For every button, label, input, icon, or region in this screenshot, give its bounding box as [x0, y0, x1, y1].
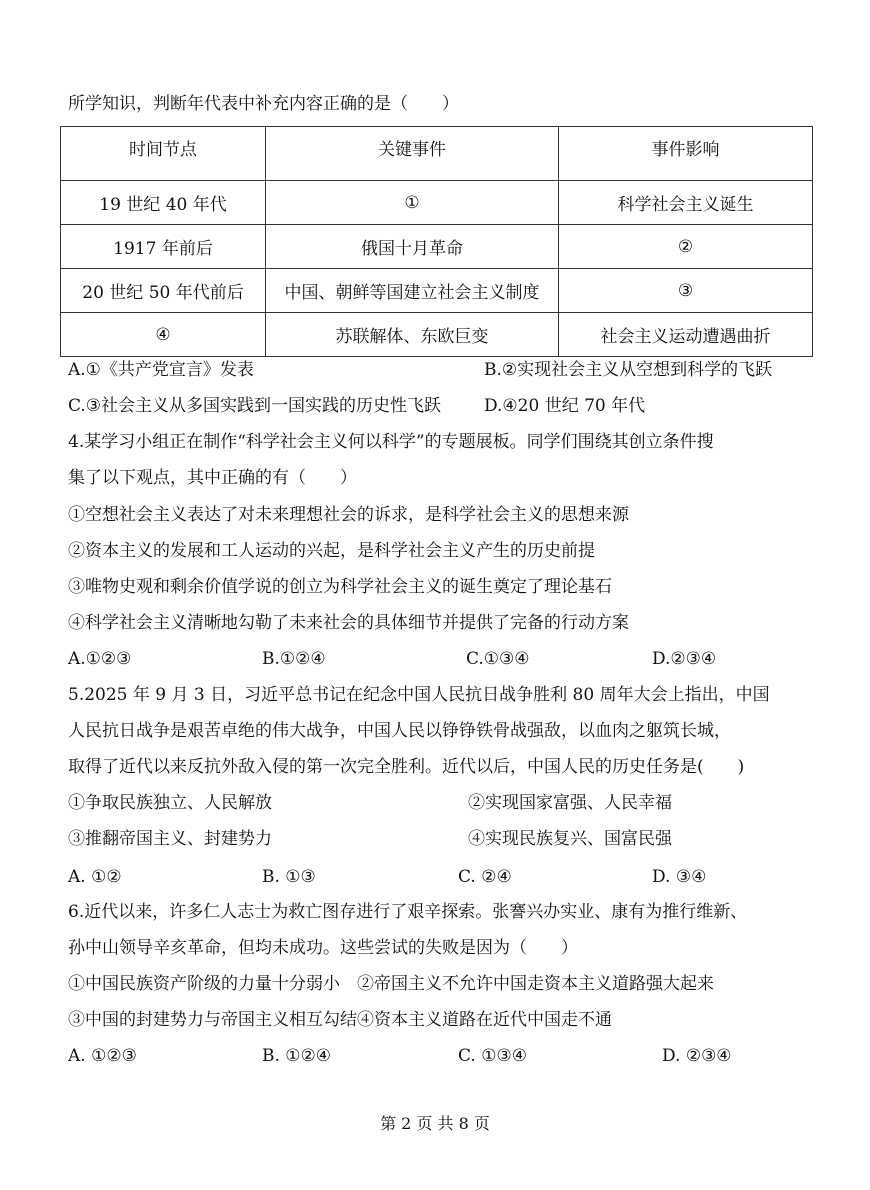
q3-intro: 所学知识，判断年代表中补充内容正确的是（ ） — [68, 94, 459, 114]
q5-stem-line-2: 人民抗日战争是艰苦卓绝的伟大战争，中国人民以铮铮铁骨战强敌，以血肉之躯筑长城， — [68, 721, 731, 741]
q6-option-c[interactable]: C. ①③④ — [458, 1046, 527, 1066]
q4-option-b[interactable]: B.①②④ — [262, 649, 326, 669]
q6-statements-1-2: ①中国民族资产阶级的力量十分弱小 ②帝国主义不允许中国走资本主义道路强大起来 — [68, 974, 714, 994]
q5-statement-3: ③推翻帝国主义、封建势力 — [68, 829, 272, 849]
table-cell: 科学社会主义诞生 — [559, 181, 813, 225]
q5-stem-line-3: 取得了近代以来反抗外敌入侵的第一次完全胜利。近代以后，中国人民的历史任务是( ) — [68, 757, 745, 777]
table-cell: 19 世纪 40 年代 — [61, 181, 266, 225]
page-number-footer: 第 2 页 共 8 页 — [380, 1114, 490, 1133]
q6-statements-3-4: ③中国的封建势力与帝国主义相互勾结④资本主义道路在近代中国走不通 — [68, 1010, 612, 1030]
q3-option-b[interactable]: B.②实现社会主义从空想到科学的飞跃 — [484, 360, 773, 380]
q4-option-d[interactable]: D.②③④ — [652, 649, 717, 669]
q5-statement-2: ②实现国家富强、人民幸福 — [468, 793, 672, 813]
q6-option-b[interactable]: B. ①②④ — [262, 1046, 332, 1066]
q6-option-a[interactable]: A. ①②③ — [68, 1046, 137, 1066]
q6-stem-line-2: 孙中山领导辛亥革命，但均未成功。这些尝试的失败是因为（ ） — [68, 938, 578, 958]
table-row — [61, 269, 813, 313]
table-cell: 苏联解体、东欧巨变 — [266, 313, 559, 357]
header-impact: 事件影响 — [559, 127, 813, 181]
q6-option-d[interactable]: D. ②③④ — [662, 1046, 732, 1066]
table-row — [61, 181, 813, 225]
q5-statement-4: ④实现民族复兴、国富民强 — [468, 829, 672, 849]
q4-stem-line-1: 4.某学习小组正在制作“科学社会主义何以科学”的专题展板。同学们围绕其创立条件搜 — [68, 432, 714, 452]
q4-statement-2: ②资本主义的发展和工人运动的兴起，是科学社会主义产生的历史前提 — [68, 541, 595, 561]
table-row — [61, 225, 813, 269]
table-cell: ③ — [559, 269, 813, 313]
q3-option-a[interactable]: A.①《共产党宣言》发表 — [68, 360, 254, 380]
header-time: 时间节点 — [61, 127, 266, 181]
table-cell: ② — [559, 225, 813, 269]
q5-option-b[interactable]: B. ①③ — [262, 867, 316, 887]
q6-stem-line-1: 6.近代以来，许多仁人志士为救亡图存进行了艰辛探索。张謇兴办实业、康有为推行维新、 — [68, 902, 748, 922]
q5-statement-1: ①争取民族独立、人民解放 — [68, 793, 272, 813]
q4-statement-4: ④科学社会主义清晰地勾勒了未来社会的具体细节并提供了完备的行动方案 — [68, 613, 629, 633]
q4-option-a[interactable]: A.①②③ — [68, 649, 132, 669]
table-cell: 1917 年前后 — [61, 225, 266, 269]
table-cell: ④ — [61, 313, 266, 357]
q3-option-c[interactable]: C.③社会主义从多国实践到一国实践的历史性飞跃 — [68, 396, 442, 416]
table-cell: 中国、朝鲜等国建立社会主义制度 — [266, 269, 559, 313]
q5-option-d[interactable]: D. ③④ — [652, 867, 707, 887]
table-cell: ① — [266, 181, 559, 225]
chronology-table — [60, 126, 813, 357]
table-row — [61, 313, 813, 357]
table-cell: 社会主义运动遭遇曲折 — [559, 313, 813, 357]
q4-option-c[interactable]: C.①③④ — [466, 649, 530, 669]
table-cell: 俄国十月革命 — [266, 225, 559, 269]
q4-statement-3: ③唯物史观和剩余价值学说的创立为科学社会主义的诞生奠定了理论基石 — [68, 577, 612, 597]
q4-stem-line-2: 集了以下观点，其中正确的有（ ） — [68, 468, 357, 488]
table-cell: 20 世纪 50 年代前后 — [61, 269, 266, 313]
q5-stem-line-1: 5.2025 年 9 月 3 日，习近平总书记在纪念中国人民抗日战争胜利 80 周年大会上指出，中国 — [68, 685, 770, 705]
q3-option-d[interactable]: D.④20 世纪 70 年代 — [484, 396, 646, 416]
table-header-row — [61, 127, 813, 181]
q5-option-c[interactable]: C. ②④ — [458, 867, 512, 887]
q4-statement-1: ①空想社会主义表达了对未来理想社会的诉求，是科学社会主义的思想来源 — [68, 505, 629, 525]
q5-option-a[interactable]: A. ①② — [68, 867, 122, 887]
header-event: 关键事件 — [266, 127, 559, 181]
